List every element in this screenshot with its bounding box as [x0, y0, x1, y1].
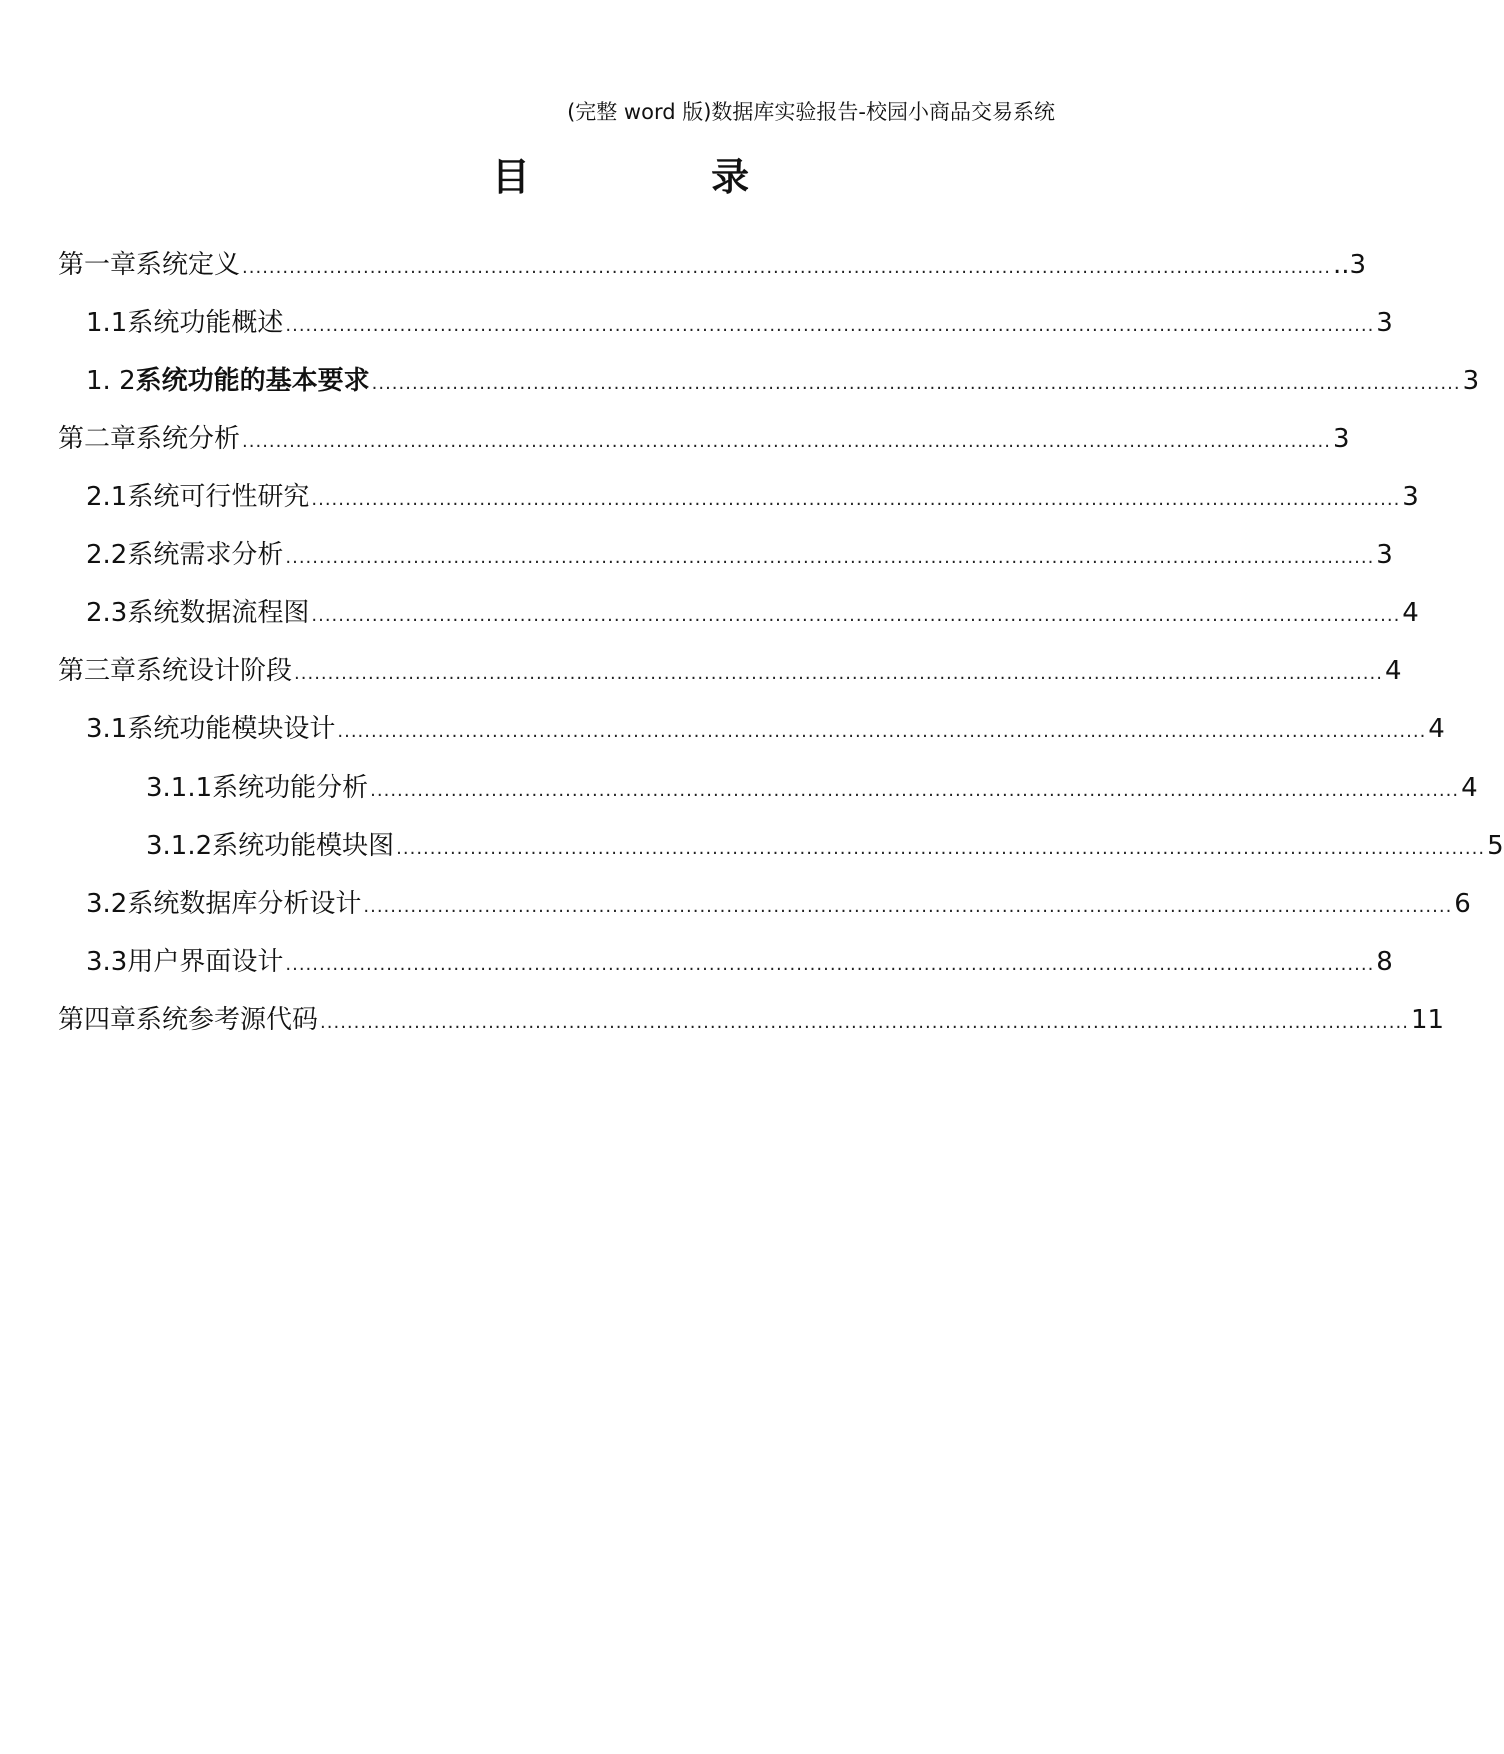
toc-entry-number: 第四章: [58, 1005, 137, 1035]
toc-entry-page: 3: [1376, 308, 1393, 338]
toc-entry-page: 6: [1454, 889, 1471, 919]
toc-dot-leader: ..................................................................................................................................................................: [285, 954, 1375, 975]
toc-entry-label: 系统数据库分析设计: [127, 889, 362, 919]
toc-entry-label: 系统设计阶段: [136, 656, 293, 686]
toc-entry-3-2[interactable]: [86, 883, 1471, 923]
toc-dot-leader: ..................................................................................................................................................................: [337, 721, 1427, 742]
toc-entry-number: 1. 2: [86, 366, 136, 396]
toc-entry-number: 第二章: [58, 424, 137, 454]
toc-entry-page: ..3: [1332, 250, 1367, 280]
toc-entry-number: 3.1.1: [146, 773, 213, 803]
toc-entry-label: 系统功能模块设计: [127, 714, 336, 744]
toc-entry-chapter-4[interactable]: [58, 999, 1445, 1039]
running-header: (完整 word 版)数据库实验报告-校园小商品交易系统: [567, 100, 1055, 124]
toc-entry-1-1[interactable]: [86, 302, 1393, 342]
toc-entry-number: 1.1: [86, 308, 128, 338]
toc-entry-chapter-2[interactable]: [58, 418, 1350, 458]
toc-entry-page: 3: [1402, 482, 1419, 512]
toc-dot-leader: ..................................................................................................................................................................: [396, 838, 1486, 859]
toc-entry-chapter-3[interactable]: [58, 650, 1402, 690]
toc-entry-number: 2.2: [86, 540, 128, 570]
toc-entry-label: 系统功能概述: [127, 308, 284, 338]
toc-dot-leader: ..................................................................................................................................................................: [371, 373, 1461, 394]
toc-entry-3-1-2[interactable]: [146, 825, 1504, 865]
toc-entry-page: 3: [1462, 366, 1480, 396]
toc-entry-label: 系统分析: [136, 424, 241, 454]
toc-entry-2-2[interactable]: [86, 534, 1393, 574]
toc-dot-leader: ..................................................................................................................................................................: [242, 257, 1331, 278]
toc-entry-number: 3.1.2: [146, 831, 213, 861]
toc-dot-leader: ..................................................................................................................................................................: [311, 489, 1401, 510]
toc-entry-label: 系统功能的基本要求: [135, 366, 370, 396]
toc-entry-label: 系统需求分析: [127, 540, 284, 570]
toc-entry-number: 第一章: [58, 250, 137, 280]
toc-dot-leader: ..................................................................................................................................................................: [294, 663, 1383, 684]
toc-entry-label: 系统功能分析: [212, 773, 369, 803]
toc-entry-page: 3: [1376, 540, 1393, 570]
toc-dot-leader: ..................................................................................................................................................................: [285, 315, 1375, 336]
toc-dot-leader: ..................................................................................................................................................................: [370, 780, 1460, 801]
toc-dot-leader: ..................................................................................................................................................................: [363, 896, 1453, 917]
toc-entry-number: 第三章: [58, 656, 137, 686]
toc-entry-number: 3.1: [86, 714, 128, 744]
toc-entry-page: 3: [1332, 424, 1350, 454]
toc-entry-2-3[interactable]: [86, 592, 1419, 632]
toc-entry-1-2[interactable]: [86, 360, 1480, 400]
toc-entry-page: 4: [1402, 598, 1419, 628]
toc-entry-page: 5: [1487, 831, 1504, 861]
toc-entry-number: 3.2: [86, 889, 128, 919]
toc-entry-label: 系统功能模块图: [212, 831, 395, 861]
toc-entry-page: 4: [1428, 714, 1445, 744]
toc-entry-number: 2.3: [86, 598, 128, 628]
toc-dot-leader: ..................................................................................................................................................................: [311, 605, 1401, 626]
toc-entry-label: 系统可行性研究: [127, 482, 310, 512]
toc-entry-chapter-1[interactable]: [58, 244, 1367, 284]
toc-entry-3-1-1[interactable]: [146, 767, 1478, 807]
toc-entry-page: 11: [1410, 1005, 1445, 1035]
toc-entry-label: 系统数据流程图: [127, 598, 310, 628]
toc-entry-page: 4: [1461, 773, 1478, 803]
toc-dot-leader: ..................................................................................................................................................................: [320, 1012, 1409, 1033]
toc-entry-3-3[interactable]: [86, 941, 1393, 981]
toc-entry-number: 2.1: [86, 482, 128, 512]
toc-entry-3-1[interactable]: [86, 708, 1445, 748]
toc-entry-label: 系统参考源代码: [136, 1005, 319, 1035]
toc-entry-2-1[interactable]: [86, 476, 1419, 516]
toc-entry-label: 用户界面设计: [127, 947, 284, 977]
toc-dot-leader: ..................................................................................................................................................................: [285, 547, 1375, 568]
toc-entry-page: 8: [1376, 947, 1393, 977]
toc-dot-leader: ..................................................................................................................................................................: [242, 431, 1331, 452]
page-title: 目 录: [491, 155, 834, 199]
toc-entry-label: 系统定义: [136, 250, 241, 280]
toc-entry-number: 3.3: [86, 947, 128, 977]
toc-entry-page: 4: [1384, 656, 1402, 686]
